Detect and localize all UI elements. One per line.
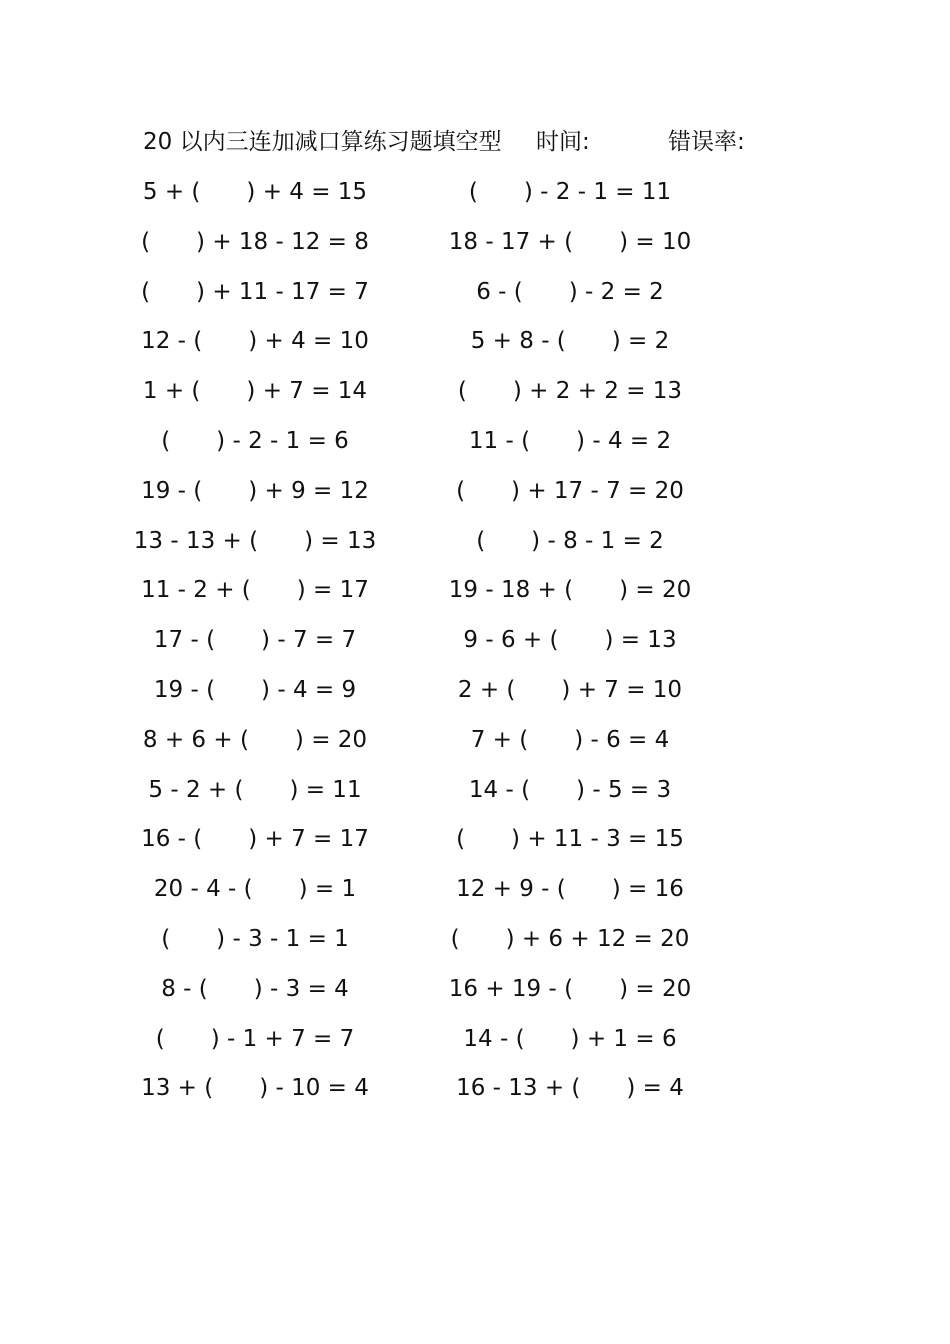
problem-left: ( ) - 3 - 1 = 1: [161, 925, 349, 952]
problem-left: 17 - ( ) - 7 = 7: [153, 627, 357, 654]
problem-row: [0, 170, 950, 220]
problem-right: 19 - 18 + ( ) = 20: [448, 577, 692, 604]
problem-left: 1 + ( ) + 7 = 14: [142, 378, 368, 405]
problem-right: 9 - 6 + ( ) = 13: [463, 627, 677, 654]
problem-row: [0, 568, 950, 618]
problem-row: [0, 469, 950, 519]
problem-right: 5 + 8 - ( ) = 2: [470, 328, 670, 355]
worksheet-header: [143, 124, 763, 160]
problem-right: ( ) + 11 - 3 = 15: [456, 826, 684, 853]
problem-left: 11 - 2 + ( ) = 17: [141, 577, 369, 604]
problem-right: ( ) + 2 + 2 = 13: [457, 378, 683, 405]
problem-left: 13 + ( ) - 10 = 4: [141, 1075, 369, 1102]
problem-left: ( ) + 18 - 12 = 8: [141, 228, 369, 255]
problem-row: [0, 270, 950, 320]
problem-left: 13 - 13 + ( ) = 13: [133, 527, 377, 554]
problem-right: 6 - ( ) - 2 = 2: [476, 278, 664, 305]
problem-right: 2 + ( ) + 7 = 10: [457, 676, 683, 703]
problem-row: [0, 867, 950, 917]
problem-right: 16 + 19 - ( ) = 20: [448, 975, 692, 1002]
problem-row: [0, 668, 950, 718]
problem-right: 14 - ( ) - 5 = 3: [468, 776, 672, 803]
problem-row: [0, 1066, 950, 1116]
problem-right: ( ) + 17 - 7 = 20: [456, 477, 684, 504]
problem-right: 16 - 13 + ( ) = 4: [456, 1075, 684, 1102]
worksheet-title: 20 以内三连加减口算练习题填空型: [143, 129, 502, 155]
problem-left: 8 - ( ) - 3 = 4: [161, 975, 349, 1002]
problem-left: 16 - ( ) + 7 = 17: [141, 826, 369, 853]
problem-row: [0, 1017, 950, 1067]
problem-left: 12 - ( ) + 4 = 10: [141, 328, 369, 355]
problem-right: 18 - 17 + ( ) = 10: [448, 228, 692, 255]
problem-row: [0, 419, 950, 469]
problem-right: 12 + 9 - ( ) = 16: [456, 876, 684, 903]
problem-left: 19 - ( ) + 9 = 12: [141, 477, 369, 504]
problem-row: [0, 369, 950, 419]
problem-left: 5 - 2 + ( ) = 11: [148, 776, 362, 803]
problem-left: 19 - ( ) - 4 = 9: [153, 676, 357, 703]
problem-right: 11 - ( ) - 4 = 2: [468, 427, 672, 454]
problem-left: 20 - 4 - ( ) = 1: [153, 876, 357, 903]
problem-left: ( ) - 2 - 1 = 6: [161, 427, 349, 454]
problem-right: ( ) + 6 + 12 = 20: [450, 925, 690, 952]
problem-row: [0, 618, 950, 668]
problem-left: 8 + 6 + ( ) = 20: [142, 726, 368, 753]
time-label: 时间:: [536, 129, 590, 155]
problem-right: 14 - ( ) + 1 = 6: [463, 1025, 677, 1052]
problem-row: [0, 768, 950, 818]
problem-row: [0, 519, 950, 569]
problem-row: [0, 917, 950, 967]
problem-row: [0, 967, 950, 1017]
problem-row: [0, 817, 950, 867]
problem-row: [0, 718, 950, 768]
problem-left: 5 + ( ) + 4 = 15: [142, 179, 368, 205]
problem-row: [0, 319, 950, 369]
problem-right: ( ) - 2 - 1 = 11: [468, 179, 672, 205]
problem-row: [0, 220, 950, 270]
problem-list: [0, 170, 950, 1116]
problem-right: ( ) - 8 - 1 = 2: [476, 527, 664, 554]
problem-right: 7 + ( ) - 6 = 4: [470, 726, 670, 753]
problem-left: ( ) + 11 - 17 = 7: [141, 278, 369, 305]
error-rate-label: 错误率:: [668, 129, 745, 155]
problem-left: ( ) - 1 + 7 = 7: [155, 1025, 355, 1052]
